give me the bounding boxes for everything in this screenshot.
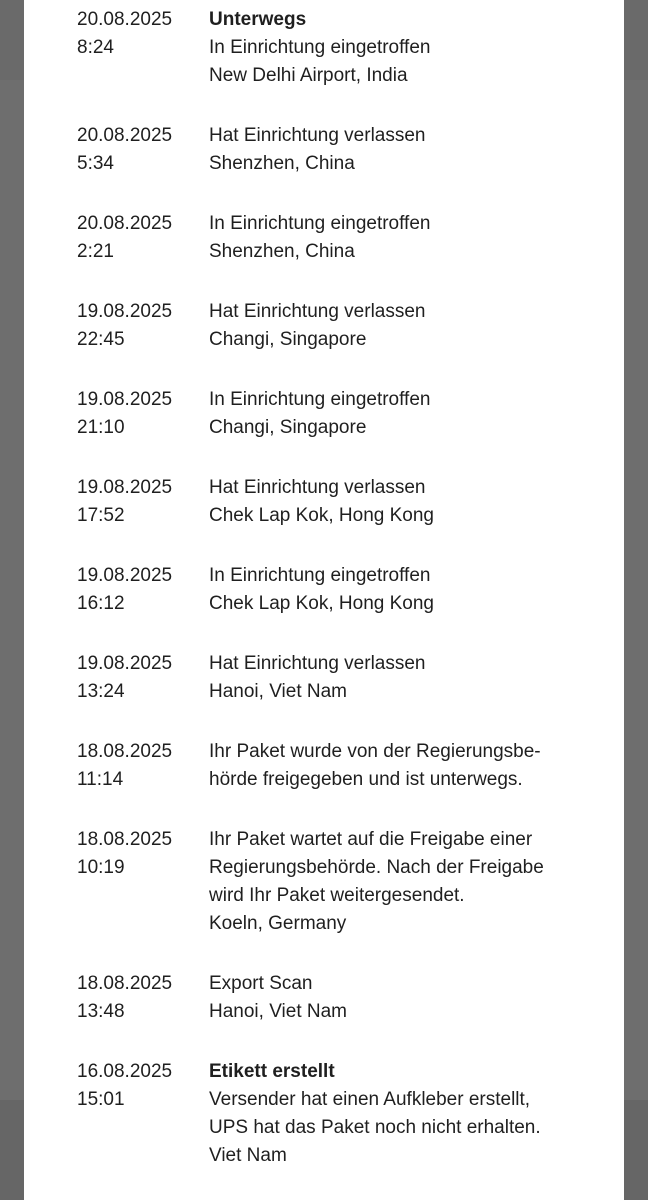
- event-status: Etikett erstellt: [209, 1061, 335, 1082]
- event-time: 5:34: [77, 153, 114, 174]
- event-date: 19.08.2025: [77, 565, 173, 586]
- event-detail-line: Hanoi, Viet Nam: [209, 681, 347, 702]
- event-status: Unterwegs: [209, 9, 307, 30]
- event-timestamp: [77, 122, 209, 178]
- event-detail-line: Shenzhen, China: [209, 153, 355, 174]
- event-time: 16:12: [77, 593, 125, 614]
- tracking-event-list: [77, 6, 617, 1170]
- tracking-event-row: [77, 970, 617, 1026]
- event-date: 19.08.2025: [77, 389, 173, 410]
- tracking-event-row: [77, 298, 617, 354]
- tracking-event-row: [77, 386, 617, 442]
- event-status: Hat Einrichtung verlassen: [209, 653, 426, 674]
- event-timestamp: [77, 562, 209, 618]
- event-details: [209, 6, 617, 90]
- event-time: 15:01: [77, 1089, 125, 1110]
- event-time: 17:52: [77, 505, 125, 526]
- event-status: Ihr Paket wartet auf die Freigabe einer: [209, 829, 533, 850]
- event-details: [209, 738, 617, 794]
- tracking-event-row: [77, 474, 617, 530]
- event-status: In Einrichtung eingetroffen: [209, 389, 431, 410]
- event-detail-line: Shenzhen, China: [209, 241, 355, 262]
- event-details: [209, 298, 617, 354]
- event-detail-line: Regierungsbehörde. Nach der Freigabe: [209, 857, 544, 878]
- event-status: Ihr Paket wurde von der Regierungsbe-: [209, 741, 541, 762]
- event-detail-line: In Einrichtung eingetroffen: [209, 37, 431, 58]
- tracking-event-row: [77, 826, 617, 938]
- tracking-event-row: [77, 122, 617, 178]
- event-detail-line: wird Ihr Paket weitergesendet.: [209, 885, 465, 906]
- event-details: [209, 122, 617, 178]
- event-detail-line: Changi, Singapore: [209, 329, 367, 350]
- event-date: 16.08.2025: [77, 1061, 173, 1082]
- event-status: In Einrichtung eingetroffen: [209, 565, 431, 586]
- event-time: 10:19: [77, 857, 125, 878]
- event-details: [209, 826, 617, 938]
- event-time: 11:14: [77, 769, 124, 790]
- event-date: 20.08.2025: [77, 213, 173, 234]
- event-timestamp: [77, 210, 209, 266]
- event-date: 18.08.2025: [77, 973, 173, 994]
- event-status: In Einrichtung eingetroffen: [209, 213, 431, 234]
- event-timestamp: [77, 6, 209, 62]
- tracking-event-row: [77, 562, 617, 618]
- tracking-event-row: [77, 1058, 617, 1170]
- event-detail-line: Chek Lap Kok, Hong Kong: [209, 505, 434, 526]
- event-details: [209, 210, 617, 266]
- event-date: 19.08.2025: [77, 477, 173, 498]
- event-status: Hat Einrichtung verlassen: [209, 125, 426, 146]
- event-details: [209, 1058, 617, 1170]
- event-time: 13:48: [77, 1001, 125, 1022]
- event-date: 18.08.2025: [77, 829, 173, 850]
- event-status: Hat Einrichtung verlassen: [209, 477, 426, 498]
- tracking-event-row: [77, 650, 617, 706]
- event-details: [209, 474, 617, 530]
- tracking-event-row: [77, 738, 617, 794]
- event-detail-line: UPS hat das Paket noch nicht erhalten.: [209, 1117, 541, 1138]
- event-detail-line: hörde freigegeben und ist unterwegs.: [209, 769, 523, 790]
- event-timestamp: [77, 738, 209, 794]
- event-date: 20.08.2025: [77, 9, 173, 30]
- event-timestamp: [77, 1058, 209, 1114]
- event-detail-line: Chek Lap Kok, Hong Kong: [209, 593, 434, 614]
- event-time: 22:45: [77, 329, 125, 350]
- event-detail-line: Versender hat einen Aufkleber erstellt,: [209, 1089, 531, 1110]
- event-timestamp: [77, 650, 209, 706]
- tracking-event-row: [77, 210, 617, 266]
- event-date: 19.08.2025: [77, 653, 173, 674]
- event-detail-line: New Delhi Airport, India: [209, 65, 408, 86]
- event-date: 19.08.2025: [77, 301, 173, 322]
- event-timestamp: [77, 474, 209, 530]
- event-timestamp: [77, 826, 209, 882]
- event-detail-line: Hanoi, Viet Nam: [209, 1001, 347, 1022]
- event-details: [209, 650, 617, 706]
- event-status: Export Scan: [209, 973, 313, 994]
- event-date: 18.08.2025: [77, 741, 173, 762]
- tracking-history-sheet: [24, 0, 624, 1200]
- event-time: 13:24: [77, 681, 125, 702]
- event-date: 20.08.2025: [77, 125, 173, 146]
- event-details: [209, 386, 617, 442]
- event-status: Hat Einrichtung verlassen: [209, 301, 426, 322]
- event-timestamp: [77, 970, 209, 1026]
- event-timestamp: [77, 298, 209, 354]
- tracking-event-row: [77, 6, 617, 90]
- event-details: [209, 970, 617, 1026]
- event-details: [209, 562, 617, 618]
- event-time: 21:10: [77, 417, 125, 438]
- event-detail-line: Changi, Singapore: [209, 417, 367, 438]
- event-timestamp: [77, 386, 209, 442]
- event-time: 2:21: [77, 241, 114, 262]
- event-detail-line: Koeln, Germany: [209, 913, 347, 934]
- event-time: 8:24: [77, 37, 114, 58]
- event-detail-line: Viet Nam: [209, 1145, 287, 1166]
